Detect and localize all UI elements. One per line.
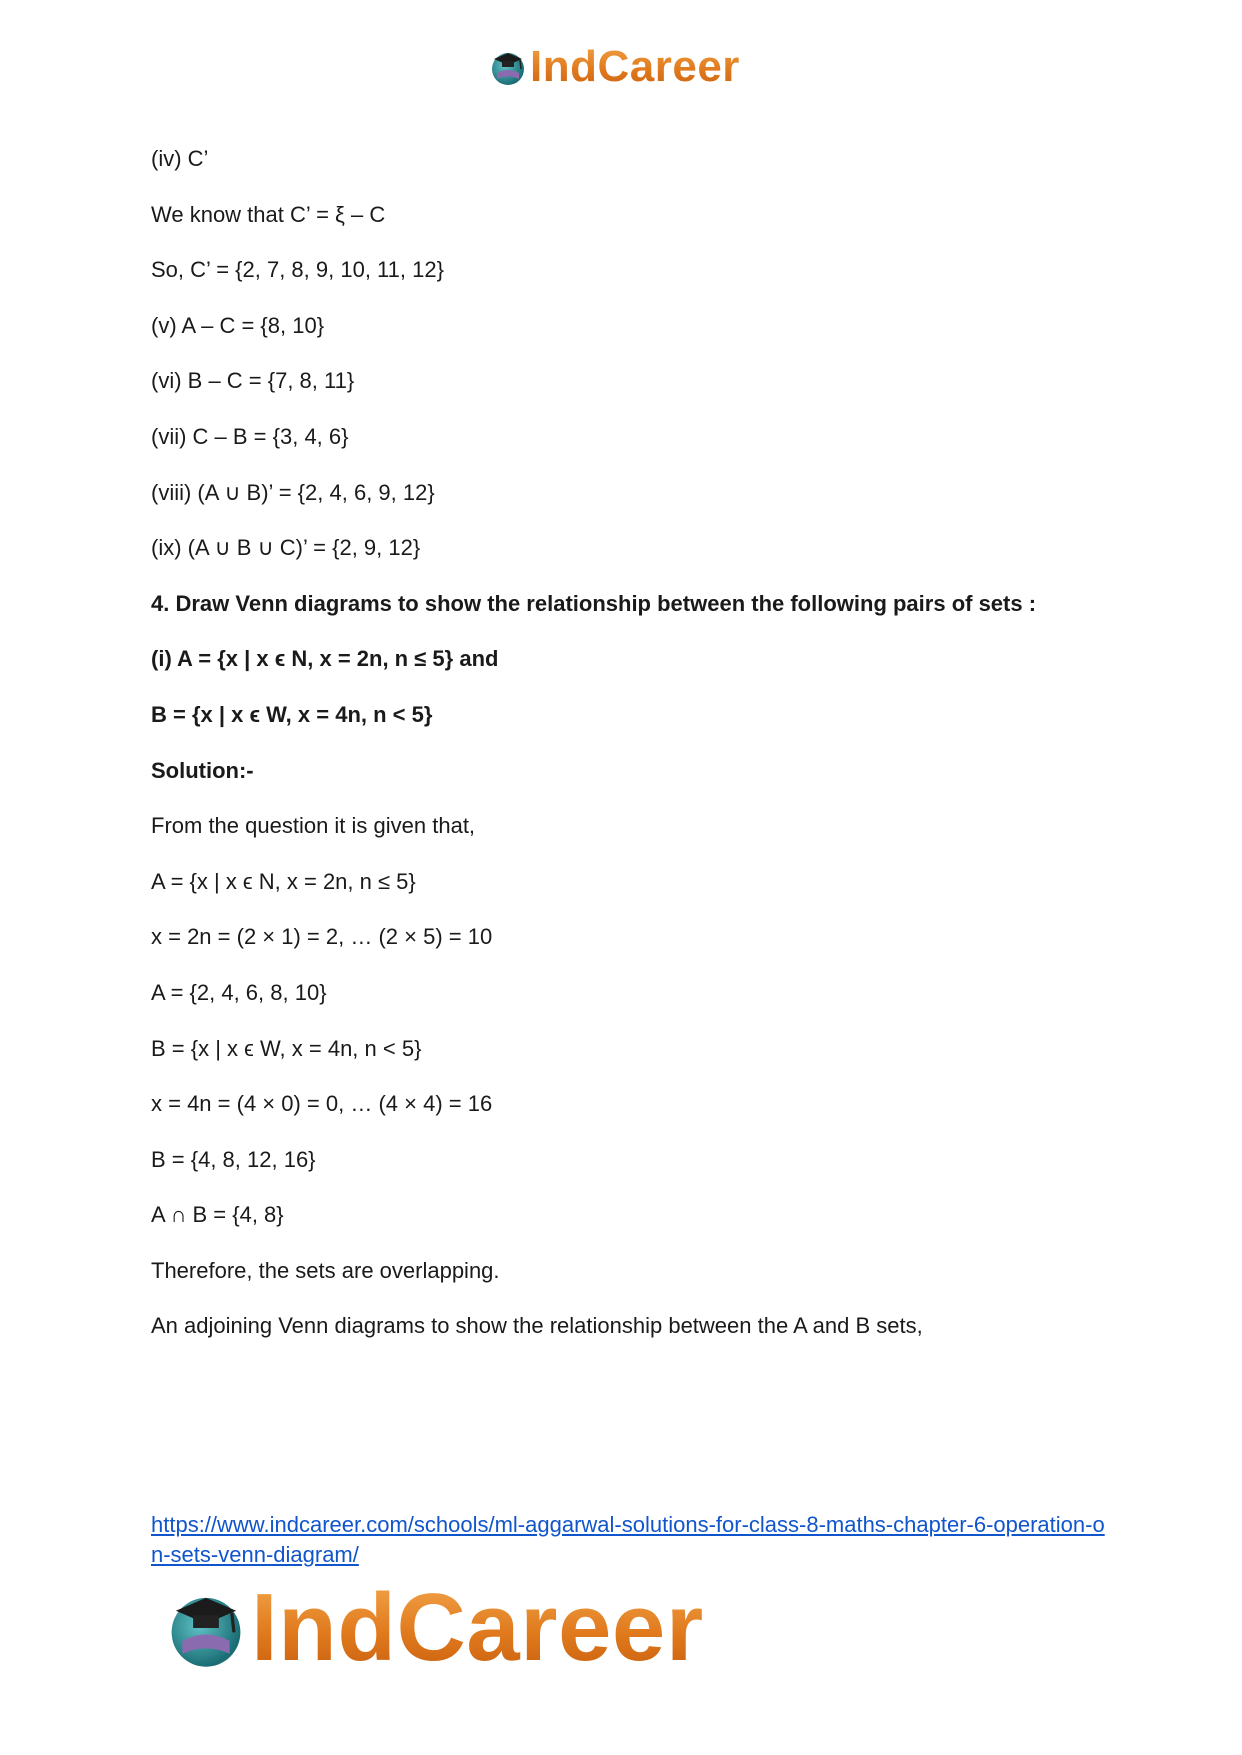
text-line: We know that C’ = ξ – C	[151, 201, 386, 227]
text-line: x = 2n = (2 × 1) = 2, … (2 × 5) = 10	[151, 924, 493, 950]
text-line: So, C’ = {2, 7, 8, 9, 10, 11, 12}	[151, 257, 444, 283]
logo-wordmark: IndCareer	[251, 1574, 704, 1681]
text-line: (i) A = {x | x ϵ N, x = 2n, n ≤ 5} and	[151, 646, 499, 672]
text-line: (viii) (A ∪ B)’ = {2, 4, 6, 9, 12}	[151, 479, 435, 505]
text-line: Solution:-	[151, 757, 254, 783]
text-line: Therefore, the sets are overlapping.	[151, 1257, 500, 1283]
text-line: (vii) C – B = {3, 4, 6}	[151, 423, 349, 449]
text-line: (ix) (A ∪ B ∪ C)’ = {2, 9, 12}	[151, 535, 421, 561]
text-line: A ∩ B = {4, 8}	[151, 1202, 284, 1228]
text-line: A = {2, 4, 6, 8, 10}	[151, 979, 327, 1005]
text-line: (iv) C’	[151, 146, 209, 171]
text-line: B = {x | x ϵ W, x = 4n, n < 5}	[151, 1035, 422, 1061]
text-line: From the question it is given that,	[151, 813, 476, 839]
graduation-cap-globe-icon	[163, 1585, 249, 1671]
text-line: B = {4, 8, 12, 16}	[151, 1146, 316, 1172]
source-url-link[interactable]: https://www.indcareer.com/schools/ml-aggarwal-solutions-for-class-8-maths-chapter-6-operation-on-sets-venn-diagram/	[151, 1512, 1105, 1567]
logo-wordmark: IndCareer	[530, 42, 740, 91]
text-line: (v) A – C = {8, 10}	[151, 312, 325, 338]
header-logo	[488, 42, 740, 92]
graduation-cap-globe-icon	[488, 47, 528, 87]
text-line: An adjoining Venn diagrams to show the relationship between the A and B sets,	[151, 1313, 923, 1339]
document-body	[151, 146, 1111, 1369]
text-line: (vi) B – C = {7, 8, 11}	[151, 368, 355, 394]
text-line: B = {x | x ϵ W, x = 4n, n < 5}	[151, 701, 433, 727]
text-line: x = 4n = (4 × 0) = 0, … (4 × 4) = 16	[151, 1091, 493, 1117]
text-line: 4. Draw Venn diagrams to show the relationship between the following pairs of sets :	[151, 590, 1037, 616]
footer-logo	[163, 1574, 704, 1681]
text-line: A = {x | x ϵ N, x = 2n, n ≤ 5}	[151, 868, 416, 894]
